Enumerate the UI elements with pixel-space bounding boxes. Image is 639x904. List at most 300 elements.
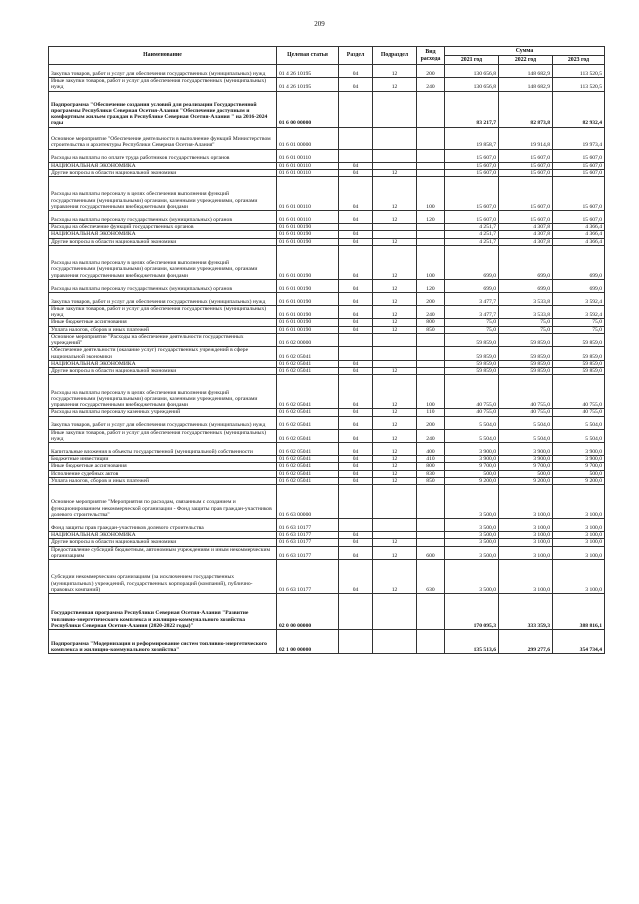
cell-section: 04 [339,470,373,477]
cell-2023: 3 100,0 [553,532,605,539]
cell-2022: 3 100,0 [499,519,553,532]
cell-subsection: 12 [373,305,417,319]
cell-expense-type [417,539,445,546]
cell-2021: 3 477,7 [445,292,499,305]
header-target: Целевая статья [277,47,339,65]
cell-section: 04 [339,279,373,292]
table-row [49,360,605,367]
cell-2022: 3 100,0 [499,532,553,539]
table-row [49,532,605,539]
cell-name: Расходы на выплаты персоналу казенных учреждений [49,409,277,416]
cell-section: 04 [339,319,373,326]
cell-subsection: 12 [373,470,417,477]
cell-target: 01 6 02 05041 [277,347,339,361]
cell-expense-type: 400 [417,443,445,456]
cell-section: 04 [339,532,373,539]
table-row [49,319,605,326]
cell-2022: 40 755,0 [499,375,553,409]
cell-target: 01 6 63 10177 [277,546,339,560]
cell-name: Другие вопросы в области национальной экономики [49,238,277,245]
cell-expense-type: 240 [417,78,445,92]
table-row [49,443,605,456]
cell-subsection [373,231,417,238]
cell-expense-type: 630 [417,560,445,594]
table-row [49,409,605,416]
table-row [49,305,605,319]
cell-2021: 19 858,7 [445,127,499,149]
cell-2022: 15 607,0 [499,149,553,162]
cell-name: Основное мероприятие "Расходы на обеспечение деятельности государственных учреждений" [49,333,277,347]
table-row [49,292,605,305]
cell-2021: 135 513,6 [445,630,499,654]
cell-2023: 15 607,0 [553,211,605,224]
table-row [49,416,605,429]
cell-target: 01 6 02 05041 [277,477,339,484]
cell-subsection: 12 [373,368,417,375]
cell-section: 04 [339,539,373,546]
cell-subsection: 12 [373,546,417,560]
cell-subsection [373,333,417,347]
cell-2021: 699,0 [445,279,499,292]
table-row [49,127,605,149]
cell-section [339,333,373,347]
cell-2022: 82 873,8 [499,91,553,127]
cell-2022: 75,0 [499,326,553,333]
cell-subsection: 12 [373,245,417,279]
cell-name: Иные закупки товаров, работ и услуг для обеспечения государственных (муниципальных) нужд [49,305,277,319]
cell-subsection [373,347,417,361]
cell-expense-type [417,169,445,176]
cell-2022: 3 100,0 [499,485,553,519]
table-row [49,245,605,279]
cell-section: 04 [339,292,373,305]
cell-2022: 3 533,8 [499,292,553,305]
cell-section: 04 [339,443,373,456]
cell-2022: 4 307,8 [499,231,553,238]
cell-2023: 3 100,0 [553,485,605,519]
cell-target: 01 6 01 00110 [277,162,339,169]
cell-2023: 113 520,5 [553,65,605,78]
cell-section: 04 [339,416,373,429]
table-row [49,594,605,630]
cell-2021: 75,0 [445,326,499,333]
cell-2021: 9 200,0 [445,477,499,484]
cell-name: Расходы на выплаты персоналу в целях обеспечения выполнения функций государственными (муниципальными) органами, казенными учреждениями, органами управления государственными внебюджетными фондами [49,245,277,279]
cell-2022: 40 755,0 [499,409,553,416]
header-2021: 2021 год [445,56,499,65]
cell-2023: 5 504,0 [553,429,605,443]
cell-2022: 9 700,0 [499,463,553,470]
cell-target: 01 6 02 05041 [277,360,339,367]
cell-target: 01 6 02 05041 [277,416,339,429]
cell-section: 04 [339,177,373,211]
cell-subsection [373,162,417,169]
cell-2022: 19 914,8 [499,127,553,149]
cell-expense-type [417,360,445,367]
cell-2023: 3 592,4 [553,292,605,305]
cell-subsection: 12 [373,319,417,326]
cell-expense-type [417,347,445,361]
cell-2021: 170 095,3 [445,594,499,630]
cell-expense-type: 100 [417,245,445,279]
cell-section: 04 [339,375,373,409]
cell-subsection: 12 [373,477,417,484]
table-row [49,375,605,409]
cell-2023: 4 366,4 [553,231,605,238]
header-name: Наименование [49,47,277,65]
cell-section: 04 [339,238,373,245]
cell-subsection: 12 [373,78,417,92]
cell-subsection: 12 [373,177,417,211]
cell-2022: 59 859,0 [499,333,553,347]
cell-section [339,347,373,361]
cell-name: Обеспечение деятельности (оказание услуг) государственных учреждений в сфере национальной экономики [49,347,277,361]
cell-subsection [373,91,417,127]
cell-2021: 4 251,7 [445,238,499,245]
cell-expense-type [417,238,445,245]
cell-target: 01 6 63 10177 [277,532,339,539]
cell-2022: 3 100,0 [499,546,553,560]
table-row [49,162,605,169]
table-row [49,91,605,127]
cell-section: 04 [339,231,373,238]
cell-2023: 19 973,4 [553,127,605,149]
cell-target: 01 6 01 00110 [277,177,339,211]
cell-2021: 5 504,0 [445,429,499,443]
cell-expense-type: 110 [417,409,445,416]
cell-2023: 500,0 [553,470,605,477]
cell-2022: 3 100,0 [499,539,553,546]
cell-name: НАЦИОНАЛЬНАЯ ЭКОНОМИКА [49,231,277,238]
cell-target: 01 6 02 05041 [277,375,339,409]
page-number: 209 [314,20,325,28]
cell-target: 01 6 01 00000 [277,127,339,149]
cell-subsection: 12 [373,292,417,305]
cell-name: Расходы на выплаты по оплате труда работников государственных органов [49,149,277,162]
cell-name: Иные закупки товаров, работ и услуг для обеспечения государственных (муниципальных) нужд [49,429,277,443]
cell-2023: 699,0 [553,279,605,292]
cell-section: 04 [339,78,373,92]
cell-subsection [373,127,417,149]
cell-subsection [373,224,417,231]
cell-expense-type [417,224,445,231]
cell-2023: 5 504,0 [553,416,605,429]
cell-section: 04 [339,409,373,416]
table-row [49,519,605,532]
cell-name: Государственная программа Республики Северная Осетия-Алания "Развитие топливно-энергетического комплекса и жилищно-коммунального хозяйства Республики Северная Осетия-Алания (2020-2022 годы)" [49,594,277,630]
cell-2022: 15 607,0 [499,169,553,176]
cell-subsection: 12 [373,416,417,429]
cell-2021: 15 607,0 [445,177,499,211]
cell-2021: 130 656,8 [445,78,499,92]
cell-2022: 148 682,9 [499,65,553,78]
cell-2021: 15 607,0 [445,162,499,169]
cell-subsection [373,360,417,367]
cell-section: 04 [339,368,373,375]
cell-2023: 9 700,0 [553,463,605,470]
table-row [49,238,605,245]
table-body [49,65,605,654]
table-row [49,485,605,519]
cell-2021: 59 859,0 [445,368,499,375]
cell-expense-type [417,91,445,127]
table-row [49,78,605,92]
cell-2021: 3 500,0 [445,532,499,539]
header-2023: 2023 год [553,56,605,65]
table-row [49,279,605,292]
cell-2023: 15 607,0 [553,169,605,176]
cell-2021: 130 656,8 [445,65,499,78]
cell-expense-type [417,485,445,519]
cell-name: Субсидии некоммерческим организациям (за исключением государственных (муниципальных) учреждений, государственных корпораций (компаний), публично-правовых компаний) [49,560,277,594]
cell-name: Расходы на выплаты персоналу в целях обеспечения выполнения функций государственными (муниципальными) органами, казенными учреждениями, органами управления государственными внебюджетными фондами [49,177,277,211]
cell-2022: 15 607,0 [499,162,553,169]
cell-2021: 59 859,0 [445,347,499,361]
cell-2022: 4 307,8 [499,224,553,231]
table-row [49,347,605,361]
table-row [49,169,605,176]
header-section: Раздел [339,47,373,65]
cell-section: 04 [339,162,373,169]
cell-name: НАЦИОНАЛЬНАЯ ЭКОНОМИКА [49,360,277,367]
cell-2021: 59 859,0 [445,360,499,367]
cell-expense-type: 120 [417,211,445,224]
table-row [49,477,605,484]
cell-expense-type: 240 [417,429,445,443]
cell-subsection [373,149,417,162]
cell-expense-type: 830 [417,470,445,477]
cell-2022: 75,0 [499,319,553,326]
cell-2022: 3 533,8 [499,305,553,319]
cell-section: 04 [339,169,373,176]
cell-expense-type: 200 [417,292,445,305]
cell-expense-type: 850 [417,477,445,484]
cell-name: Уплата налогов, сборов и иных платежей [49,477,277,484]
cell-target: 01 6 01 00190 [277,279,339,292]
cell-expense-type [417,162,445,169]
cell-2022: 699,0 [499,245,553,279]
cell-section [339,224,373,231]
cell-name: Предоставление субсидий бюджетным, автономным учреждениям и иным некоммерческим организациям [49,546,277,560]
cell-2023: 3 900,0 [553,443,605,456]
table-header [49,47,605,65]
budget-table [48,46,605,654]
cell-2021: 9 700,0 [445,463,499,470]
cell-target: 01 6 01 00190 [277,305,339,319]
header-2022: 2022 год [499,56,553,65]
cell-expense-type: 240 [417,305,445,319]
cell-name: Другие вопросы в области национальной экономики [49,368,277,375]
cell-section: 04 [339,560,373,594]
cell-subsection: 12 [373,409,417,416]
cell-target: 01 6 63 10177 [277,519,339,532]
cell-name: Иные бюджетные ассигнования [49,319,277,326]
cell-section: 04 [339,429,373,443]
table-row [49,65,605,78]
cell-expense-type [417,149,445,162]
cell-name: Бюджетные инвестиции [49,456,277,463]
cell-expense-type [417,333,445,347]
cell-2021: 3 500,0 [445,519,499,532]
table-row [49,429,605,443]
cell-expense-type [417,532,445,539]
cell-2022: 3 900,0 [499,456,553,463]
cell-target: 02 0 00 00000 [277,594,339,630]
cell-target: 01 6 01 00190 [277,224,339,231]
cell-2021: 3 500,0 [445,546,499,560]
cell-expense-type [417,231,445,238]
cell-2021: 500,0 [445,470,499,477]
cell-2023: 75,0 [553,326,605,333]
table-row [49,539,605,546]
cell-target: 01 6 01 00110 [277,149,339,162]
cell-section [339,485,373,519]
table-row [49,560,605,594]
cell-2021: 4 251,7 [445,224,499,231]
cell-target: 01 6 02 05041 [277,429,339,443]
cell-target: 01 6 01 00190 [277,292,339,305]
cell-2023: 354 734,4 [553,630,605,654]
cell-2021: 3 477,7 [445,305,499,319]
cell-2023: 4 366,4 [553,238,605,245]
cell-2023: 15 607,0 [553,177,605,211]
cell-2022: 699,0 [499,279,553,292]
cell-target: 01 6 02 05041 [277,409,339,416]
cell-target: 01 6 02 05041 [277,456,339,463]
cell-2021: 15 607,0 [445,211,499,224]
cell-2023: 3 100,0 [553,560,605,594]
cell-2023: 3 592,4 [553,305,605,319]
cell-2022: 500,0 [499,470,553,477]
cell-name: Основное мероприятие "Обеспечение деятельности в выполнение функций Министерством строительства и архитектуры Республики Северная Осетия-Алания" [49,127,277,149]
cell-expense-type: 800 [417,463,445,470]
cell-subsection: 12 [373,539,417,546]
cell-name: Другие вопросы в области национальной экономики [49,169,277,176]
cell-2021: 75,0 [445,319,499,326]
cell-2023: 3 100,0 [553,519,605,532]
cell-section: 04 [339,245,373,279]
cell-section: 04 [339,456,373,463]
cell-name: Расходы на выплаты персоналу государственных (муниципальных) органов [49,279,277,292]
cell-2021: 15 607,0 [445,169,499,176]
cell-name: Закупка товаров, работ и услуг для обеспечения государственных (муниципальных) нужд [49,416,277,429]
cell-subsection [373,519,417,532]
cell-target: 01 6 01 00190 [277,319,339,326]
cell-2023: 40 755,0 [553,409,605,416]
cell-name: Уплата налогов, сборов и иных платежей [49,326,277,333]
table-row [49,333,605,347]
cell-2023: 388 816,1 [553,594,605,630]
cell-subsection: 12 [373,443,417,456]
cell-subsection: 12 [373,375,417,409]
table-row [49,177,605,211]
cell-2023: 113 520,5 [553,78,605,92]
cell-expense-type: 410 [417,456,445,463]
cell-2023: 699,0 [553,245,605,279]
cell-section: 04 [339,546,373,560]
cell-target: 01 4 26 10195 [277,78,339,92]
cell-expense-type [417,594,445,630]
cell-2023: 9 200,0 [553,477,605,484]
cell-name: НАЦИОНАЛЬНАЯ ЭКОНОМИКА [49,532,277,539]
cell-target: 02 1 00 00000 [277,630,339,654]
cell-2023: 59 859,0 [553,368,605,375]
cell-subsection: 12 [373,463,417,470]
cell-2022: 5 504,0 [499,416,553,429]
cell-subsection [373,630,417,654]
cell-2021: 3 500,0 [445,560,499,594]
cell-name: Иные бюджетные ассигнования [49,463,277,470]
cell-2021: 3 500,0 [445,485,499,519]
cell-section: 04 [339,65,373,78]
cell-section: 04 [339,477,373,484]
cell-expense-type: 600 [417,546,445,560]
cell-name: Исполнение судебных актов [49,470,277,477]
cell-target: 01 6 01 00190 [277,238,339,245]
cell-2023: 59 859,0 [553,333,605,347]
cell-expense-type: 200 [417,416,445,429]
cell-name: Капитальные вложения в объекты государственной (муниципальной) собственности [49,443,277,456]
cell-subsection: 12 [373,456,417,463]
cell-section [339,91,373,127]
cell-section [339,149,373,162]
cell-expense-type: 800 [417,319,445,326]
cell-subsection [373,532,417,539]
cell-section [339,594,373,630]
cell-expense-type: 100 [417,177,445,211]
cell-2021: 4 251,7 [445,231,499,238]
cell-2021: 3 500,0 [445,539,499,546]
cell-2022: 299 277,6 [499,630,553,654]
cell-subsection: 12 [373,169,417,176]
cell-name: Расходы на выплаты персоналу в целях обеспечения выполнения функций государственными (муниципальными) органами, казенными учреждениями, органами управления государственными внебюджетными фондами [49,375,277,409]
header-sum: Сумма [445,47,605,56]
cell-2021: 40 755,0 [445,375,499,409]
cell-name: Расходы на выплаты персоналу государственных (муниципальных) органов [49,211,277,224]
cell-2022: 59 859,0 [499,360,553,367]
cell-name: Основное мероприятие "Мероприятия по расходам, связанным с созданием и функционированием некоммерческой организации - Фонд защиты прав граждан-участников долевого строительства" [49,485,277,519]
table-row [49,149,605,162]
cell-expense-type [417,127,445,149]
cell-2023: 59 859,0 [553,360,605,367]
cell-target: 01 6 01 00190 [277,326,339,333]
cell-2023: 4 366,4 [553,224,605,231]
cell-2021: 5 504,0 [445,416,499,429]
cell-2023: 75,0 [553,319,605,326]
cell-2022: 15 607,0 [499,177,553,211]
cell-target: 01 6 02 05041 [277,463,339,470]
cell-name: Закупка товаров, работ и услуг для обеспечения государственных (муниципальных) нужд [49,65,277,78]
table-row [49,546,605,560]
table-row [49,630,605,654]
cell-2021: 699,0 [445,245,499,279]
cell-name: Подпрограмма "Модернизация и реформирование систем топливно-энергетического комплекса и жилищно-коммунального хозяйства" [49,630,277,654]
cell-target: 01 6 02 05041 [277,443,339,456]
cell-name: Подпрограмма "Обеспечение создания условий для реализации Государственной программы Республики Северная Осетия-Алания "Обеспечение доступным и комфортным жильем граждан в Республике Северная Осетия-Алания " на 2016-2024 годы [49,91,277,127]
cell-target: 01 6 63 10177 [277,539,339,546]
cell-expense-type: 120 [417,279,445,292]
cell-2022: 15 607,0 [499,211,553,224]
cell-2022: 3 900,0 [499,443,553,456]
cell-target: 01 6 02 05041 [277,470,339,477]
cell-2023: 3 100,0 [553,539,605,546]
cell-section: 04 [339,305,373,319]
cell-2022: 59 859,0 [499,347,553,361]
table-row [49,368,605,375]
cell-section: 04 [339,326,373,333]
cell-2022: 9 200,0 [499,477,553,484]
cell-section [339,127,373,149]
